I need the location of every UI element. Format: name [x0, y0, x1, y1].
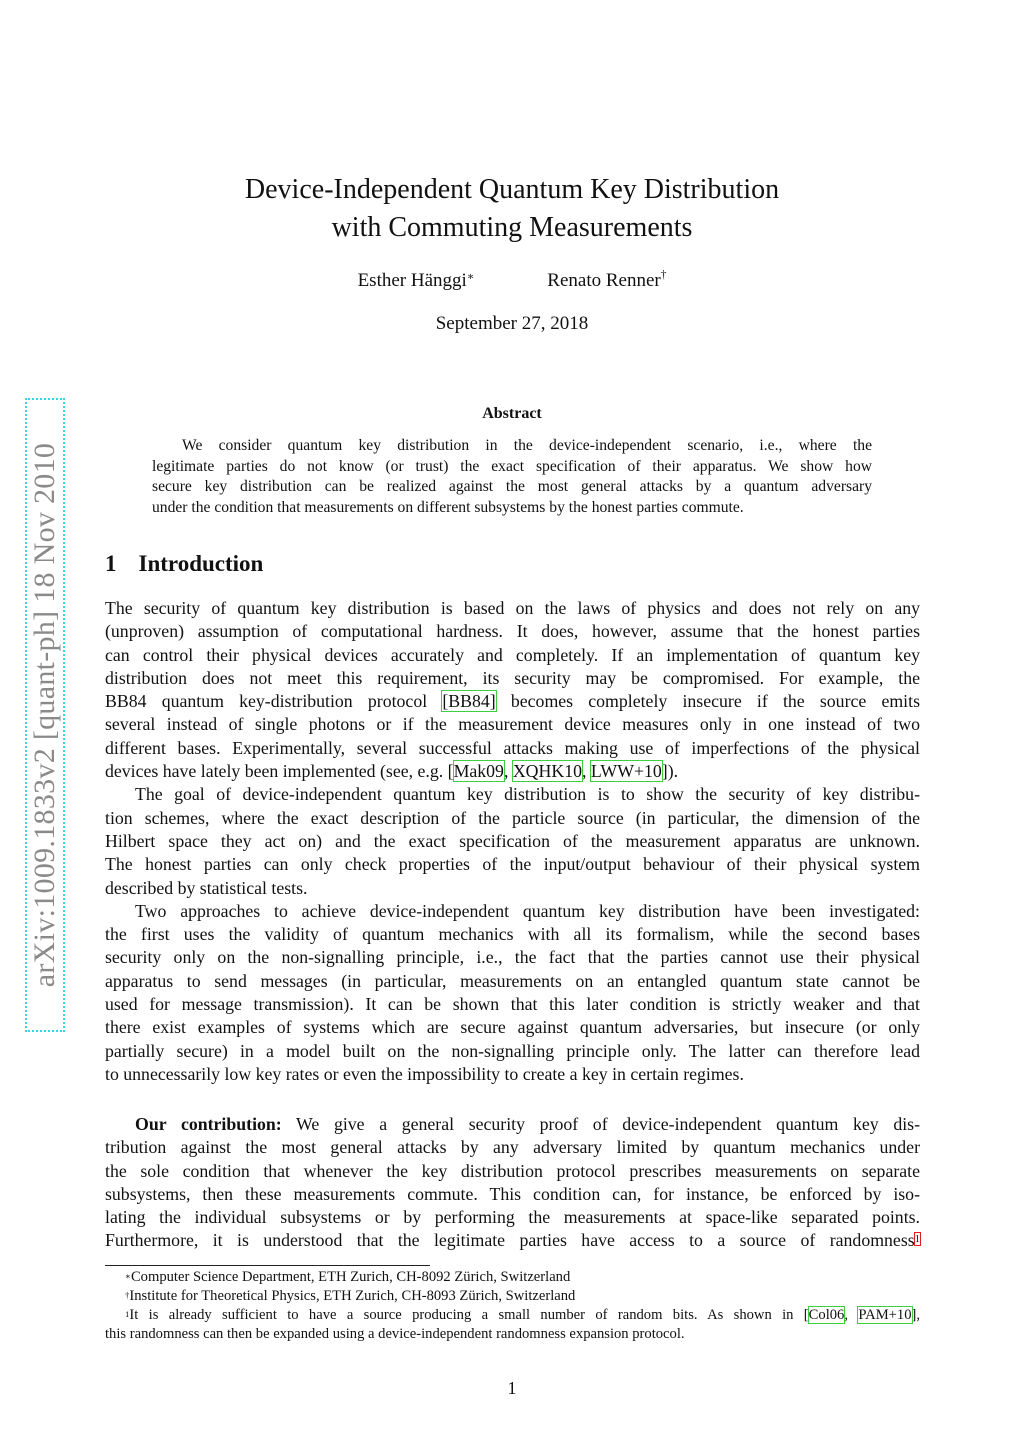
text-run: tribution against the most general attacks by any adversary limited by quantum mechanics under [105, 1137, 920, 1158]
text-run: lating the individual subsystems or by performing the measurements at space-like separated points. [105, 1207, 920, 1228]
authors [0, 270, 1024, 292]
intro-body [105, 597, 920, 1086]
text-line [105, 1287, 920, 1306]
text-line [105, 760, 920, 783]
text-line [105, 877, 920, 900]
text-line [152, 498, 872, 519]
text-line [105, 597, 920, 620]
title-line: Device-Independent Quantum Key Distribution [244, 174, 780, 205]
text-run: several instead of single photons or if the measurement device measures only in one instead of two [105, 714, 920, 735]
text-run: tion schemes, where the exact description of the particle source (in particular, the dimension of the [105, 807, 920, 828]
footnote-mark: † [125, 1290, 130, 1301]
contribution-paragraph [105, 1113, 920, 1253]
text-run: to unnecessarily low key rates or even the impossibility to create a key in certain regimes. [105, 1063, 744, 1084]
text-line [105, 1268, 920, 1287]
text-run: described by statistical tests. [105, 877, 308, 898]
text-line [105, 783, 920, 806]
arxiv-id[interactable]: arXiv:1009.1833v2 [quant-ph] 18 Nov 2010 [28, 442, 61, 988]
title-line: with Commuting Measurements [331, 212, 693, 243]
citation-link[interactable]: LWW+10 [590, 761, 662, 782]
text-run: , [503, 761, 513, 782]
text-line [105, 1136, 920, 1159]
text-run: , [844, 1307, 859, 1323]
text-run: (unproven) assumption of computational hardness. It does, however, assume that the honest parties [105, 621, 920, 642]
affiliation-mark[interactable]: † [660, 268, 667, 281]
text-run: the first uses the validity of quantum mechanics with all its formalism, while the second bases [105, 924, 920, 945]
text-run: The honest parties can only check properties of the input/output behaviour of their physical system [105, 854, 920, 875]
text-line [152, 436, 872, 457]
text-line [105, 1113, 920, 1136]
text-run: legitimate parties do not know (or trust) the exact specification of their apparatus. We show how [152, 457, 872, 475]
text-line [105, 690, 920, 713]
text-line [105, 830, 920, 853]
text-run: there exist examples of systems which are secure against quantum adversaries, but insecure (or only [105, 1017, 920, 1038]
footnote-rule [105, 1265, 430, 1266]
footnote-mark: 1 [125, 1309, 130, 1320]
affiliation-mark[interactable]: ∗ [466, 270, 475, 283]
text-line [105, 1016, 920, 1039]
text-run: The security of quantum key distribution is based on the laws of physics and does not rely on any [105, 598, 920, 618]
text-line [105, 946, 920, 969]
citation-link[interactable]: [BB84] [442, 691, 496, 712]
text-run: used for message transmission). It can be shown that this later condition is strictly weaker and that [105, 994, 920, 1015]
author: Esther Hänggi∗ [357, 270, 475, 291]
abstract-heading: Abstract [482, 405, 542, 422]
section-heading: 1 Introduction [105, 551, 264, 576]
citation-link[interactable]: Col06 [808, 1307, 845, 1323]
text-run: different bases. Experimentally, several successful attacks making use of imperfections of the physical [105, 737, 920, 758]
arxiv-stamp[interactable] [25, 398, 65, 1032]
citation-link[interactable]: Mak09 [453, 761, 504, 782]
text-line [105, 713, 920, 736]
text-run: becomes completely insecure if the source emits [495, 691, 920, 712]
text-line [152, 457, 872, 478]
text-run: Furthermore, it is understood that the legitimate parties have access to a source of randomness [105, 1230, 915, 1251]
text-line [105, 1306, 920, 1325]
text-run: The goal of device-independent quantum key distribution is to show the security of key distribu- [135, 784, 920, 805]
text-line [105, 1229, 920, 1252]
text-run: , [581, 761, 591, 782]
citation-link[interactable]: XQHK10 [512, 761, 582, 782]
text-line [105, 853, 920, 876]
text-run: secure key distribution can be realized against the most general attacks by a quantum adversary [152, 478, 872, 496]
text-line [105, 1325, 920, 1344]
run-in-heading: Our contribution: [135, 1114, 282, 1134]
page-number: 1 [507, 1378, 517, 1398]
text-line [105, 1160, 920, 1183]
text-line [105, 644, 920, 667]
text-run: subsystems, then these measurements commute. This condition can, for instance, be enforced by iso- [105, 1183, 920, 1204]
citation-link[interactable]: PAM+10 [858, 1307, 912, 1323]
text-run: We consider quantum key distribution in the device-independent scenario, i.e., where the [182, 437, 872, 454]
text-line [105, 1040, 920, 1063]
text-run: devices have lately been implemented (see, e.g. [ [105, 761, 454, 782]
text-run: Institute for Theoretical Physics, ETH Zurich, CH-8093 Zürich, Switzerland [129, 1288, 576, 1304]
text-line [105, 807, 920, 830]
text-run: We give a general security proof of device-independent quantum key dis- [281, 1114, 920, 1134]
text-line [152, 477, 872, 498]
text-line [105, 620, 920, 643]
footnote-link[interactable]: 1 [914, 1233, 920, 1246]
text-run: can control their physical devices accurately and completely. If an implementation of quantum key [105, 644, 920, 665]
author: Renato Renner† [547, 268, 667, 291]
text-run: under the condition that measurements on different subsystems by the honest parties commute. [152, 498, 744, 516]
text-line [105, 970, 920, 993]
text-line [105, 900, 920, 923]
text-run: It is already sufficient to have a source producing a small number of random bits. As shown in [ [129, 1307, 809, 1323]
text-run: distribution does not meet this requirement, its security may be compromised. For example, the [105, 667, 920, 688]
text-line [105, 993, 920, 1016]
text-run: security only on the non-signalling principle, i.e., the fact that the parties cannot use their physical [105, 947, 920, 968]
text-run: the sole condition that whenever the key distribution protocol prescribes measurements on separate [105, 1160, 920, 1181]
text-run: apparatus to send messages (in particular, measurements on an entangled quantum state cannot be [105, 970, 920, 991]
text-run: Hilbert space they act on) and the exact specification of the measurement apparatus are unknown. [105, 830, 920, 851]
footnotes [105, 1268, 920, 1344]
paper-title [0, 171, 1024, 247]
date: September 27, 2018 [435, 313, 589, 334]
text-run: Two approaches to achieve device-independent quantum key distribution have been investigated: [135, 900, 920, 921]
text-line [105, 1063, 920, 1086]
text-line [105, 923, 920, 946]
text-run: partially secure) in a model built on the non-signalling principle only. The latter can therefore lead [105, 1040, 920, 1061]
text-line [105, 737, 920, 760]
text-run: BB84 quantum key-distribution protocol [105, 691, 443, 712]
text-run: Computer Science Department, ETH Zurich, CH-8092 Zürich, Switzerland [130, 1269, 571, 1285]
footnote-mark: ∗ [125, 1271, 131, 1282]
text-line [105, 1183, 920, 1206]
text-run: ], [911, 1307, 921, 1323]
text-line [105, 1206, 920, 1229]
text-run: this randomness can then be expanded using a device-independent randomness expansion protocol. [105, 1326, 685, 1342]
abstract-body [152, 436, 872, 518]
text-run: ]). [661, 761, 679, 782]
text-line [105, 667, 920, 690]
